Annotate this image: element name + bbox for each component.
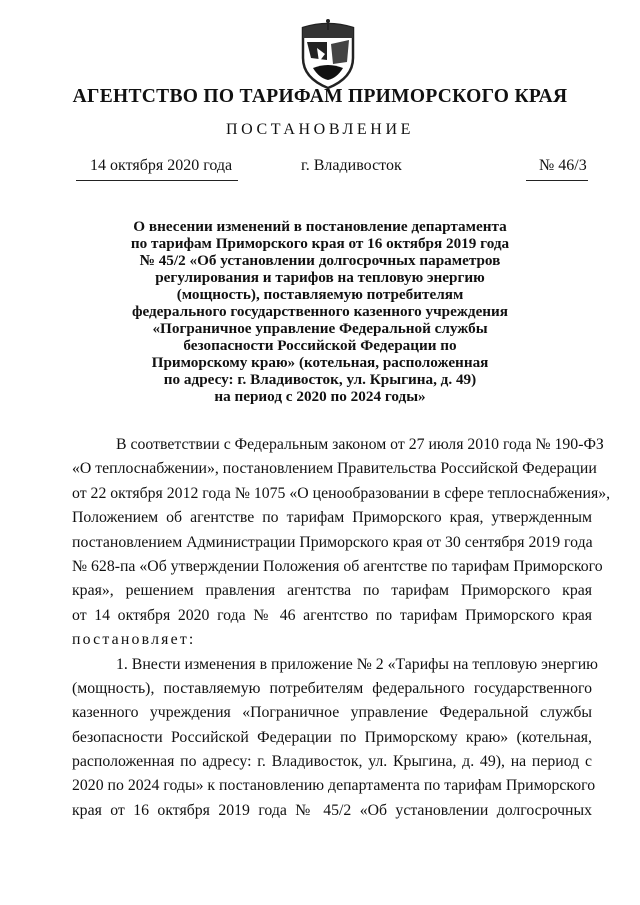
- document-number: № 46/3: [539, 157, 587, 174]
- body-line: края от 16 октября 2019 года № 45/2 «Об установлении долгосрочных: [72, 801, 592, 819]
- body-line: (мощность), поставляемую потребителям федерального государственного: [72, 679, 592, 697]
- title-line: «Пограничное управление Федеральной службы: [152, 320, 488, 337]
- body-line: 2020 по 2024 годы» к постановлению департамента по тарифам Приморского: [72, 777, 596, 795]
- title-line: Приморскому краю» (котельная, расположенная: [151, 354, 489, 371]
- body-line: В соответствии с Федеральным законом от 27 июля 2010 года № 190-ФЗ: [116, 436, 604, 453]
- title-line: по тарифам Приморского края от 16 октября 2019 года: [130, 235, 510, 252]
- document-city: г. Владивосток: [301, 157, 402, 174]
- body-line: Положением об агентстве по тарифам Приморского края, утвержденным: [72, 509, 592, 527]
- number-underline: [526, 180, 588, 181]
- title-line: по адресу: г. Владивосток, ул. Крыгина, д. 49): [163, 371, 477, 388]
- body-line: № 628-па «Об утверждении Положения об агентстве по тарифам Приморского: [72, 557, 603, 575]
- body-line: «О теплоснабжении», постановлением Правительства Российской Федерации: [72, 460, 597, 478]
- document-date: 14 октября 2020 года: [90, 157, 233, 174]
- title-line: (мощность), поставляемую потребителям: [176, 286, 464, 303]
- body-line: края», решением правления агентства по тарифам Приморского края: [72, 582, 592, 600]
- body-line: от 22 октября 2012 года № 1075 «О ценообразовании в сфере теплоснабжения»,: [72, 484, 611, 502]
- date-underline: [76, 180, 238, 181]
- body-line: расположенная по адресу: г. Владивосток, ул. Крыгина, д. 49), на период с: [72, 753, 592, 771]
- title-line: № 45/2 «Об установлении долгосрочных параметров: [139, 252, 501, 269]
- title-line: безопасности Российской Федерации по: [183, 337, 457, 354]
- title-line: на период с 2020 по 2024 годы»: [214, 388, 426, 405]
- resolves-word: постановляет:: [72, 631, 196, 649]
- title-line: О внесении изменений в постановление департамента: [133, 218, 507, 235]
- document-body: [72, 433, 611, 823]
- body-line: 1. Внести изменения в приложение № 2 «Тарифы на тепловую энергию: [116, 655, 598, 673]
- coat-of-arms-emblem: [297, 18, 359, 90]
- document-title: [70, 218, 570, 405]
- body-line: постановлением Администрации Приморского края от 30 сентября 2019 года: [72, 533, 593, 551]
- agency-name: АГЕНТСТВО ПО ТАРИФАМ ПРИМОРСКОГО КРАЯ: [72, 86, 568, 107]
- title-line: регулирования и тарифов на тепловую энергию: [155, 269, 485, 286]
- body-line: безопасности Российской Федерации по Приморскому краю» (котельная,: [72, 728, 592, 746]
- body-line: казенного учреждения «Пограничное управление Федеральной службы: [72, 704, 592, 722]
- body-line: от 14 октября 2020 года № 46 агентство по тарифам Приморского края: [72, 606, 592, 624]
- title-line: федерального государственного казенного учреждения: [131, 303, 509, 320]
- document-type: ПОСТАНОВЛЕНИЕ: [226, 121, 414, 138]
